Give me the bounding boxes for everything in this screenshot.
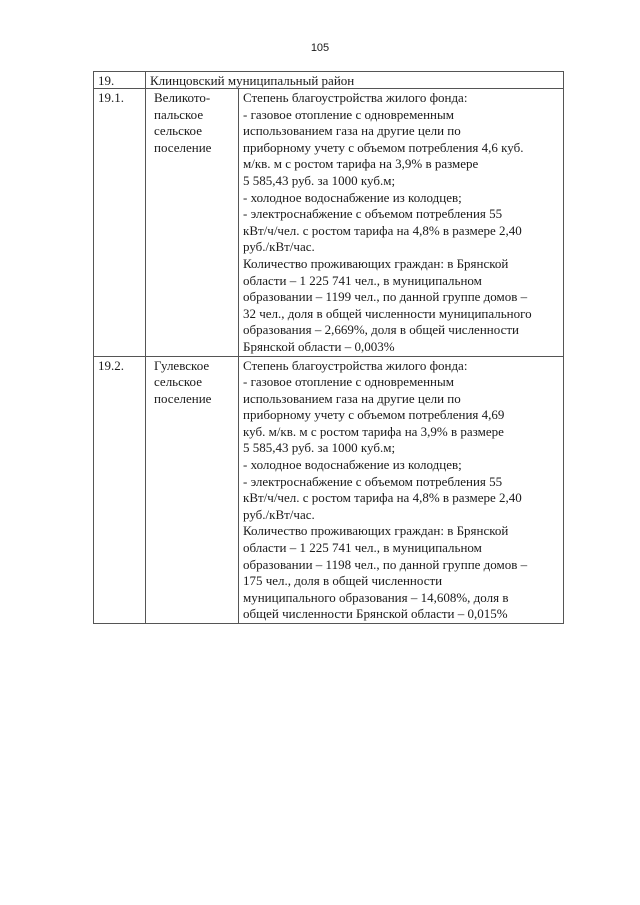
settlement-name-line: Гулевское [154,357,210,373]
description-line: руб./кВт/час. [243,239,315,255]
description-line: кВт/ч/чел. с ростом тарифа на 4,8% в размере 2,40 [243,222,522,238]
description-line: - холодное водоснабжение из колодцев; [243,457,462,473]
settlement-name [146,89,239,357]
description-line: - газовое отопление с одновременным [243,374,454,390]
description-line: - электроснабжение с объемом потребления 55 [243,473,503,489]
description-line: муниципального образования – 14,608%, доля в [243,589,509,605]
settlement-name-line: сельское [154,123,202,139]
description-line: области – 1 225 741 чел., в муниципальном [243,540,482,556]
row-number: 19.1. [94,89,146,357]
description-line: образовании – 1198 чел., по данной группе домов – [243,556,528,572]
description-line: 175 чел., доля в общей численности [243,573,443,589]
description-line: использованием газа на другие цели по [243,123,461,139]
settlement-name-line: Великото- [154,90,211,105]
description-line: общей численности Брянской области – 0,015% [243,606,508,622]
settlement-name-line: поселение [154,139,212,155]
settlement-name-line: пальское [154,106,204,122]
settlement-name-line: сельское [154,374,202,390]
description-line: 5 585,43 руб. за 1000 куб.м; [243,440,396,456]
description-line: Степень благоустройства жилого фонда: [243,357,468,373]
description-line: Брянской области – 0,003% [243,338,395,354]
description-line: образования – 2,669%, доля в общей численности [243,322,519,338]
description-line: 5 585,43 руб. за 1000 куб.м; [243,172,396,188]
settlement-name [146,356,239,624]
description-line: приборному учету с объемом потребления 4,6 куб. [243,139,524,155]
description-line: м/кв. м с ростом тарифа на 3,9% в размере [243,156,479,172]
settlement-name-line: поселение [154,390,212,406]
settlement-description [239,89,564,357]
description-line: приборному учету с объемом потребления 4,69 [243,407,505,423]
description-line: 32 чел., доля в общей численности муниципального [243,305,532,321]
description-line: руб./кВт/час. [243,506,315,522]
region-number: 19. [94,72,146,89]
region-row [94,72,564,89]
description-line: - электроснабжение с объемом потребления 55 [243,206,503,222]
description-line: куб. м/кв. м с ростом тарифа на 3,9% в размере [243,423,504,439]
table-row [94,356,564,624]
description-line: Количество проживающих граждан: в Брянской [243,255,509,271]
description-line: образовании – 1199 чел., по данной группе домов – [243,289,528,305]
table-row [94,89,564,357]
page-number: 105 [310,42,330,54]
description-line: использованием газа на другие цели по [243,390,461,406]
description-line: кВт/ч/чел. с ростом тарифа на 4,8% в размере 2,40 [243,490,522,506]
description-line: области – 1 225 741 чел., в муниципальном [243,272,482,288]
settlement-description [239,356,564,624]
description-line: Количество проживающих граждан: в Брянской [243,523,509,539]
region-name: Клинцовский муниципальный район [146,72,564,89]
row-number: 19.2. [94,356,146,624]
description-line: Степень благоустройства жилого фонда: [243,90,468,105]
description-line: - газовое отопление с одновременным [243,106,454,122]
description-line: - холодное водоснабжение из колодцев; [243,189,462,205]
settlements-table [93,71,564,624]
